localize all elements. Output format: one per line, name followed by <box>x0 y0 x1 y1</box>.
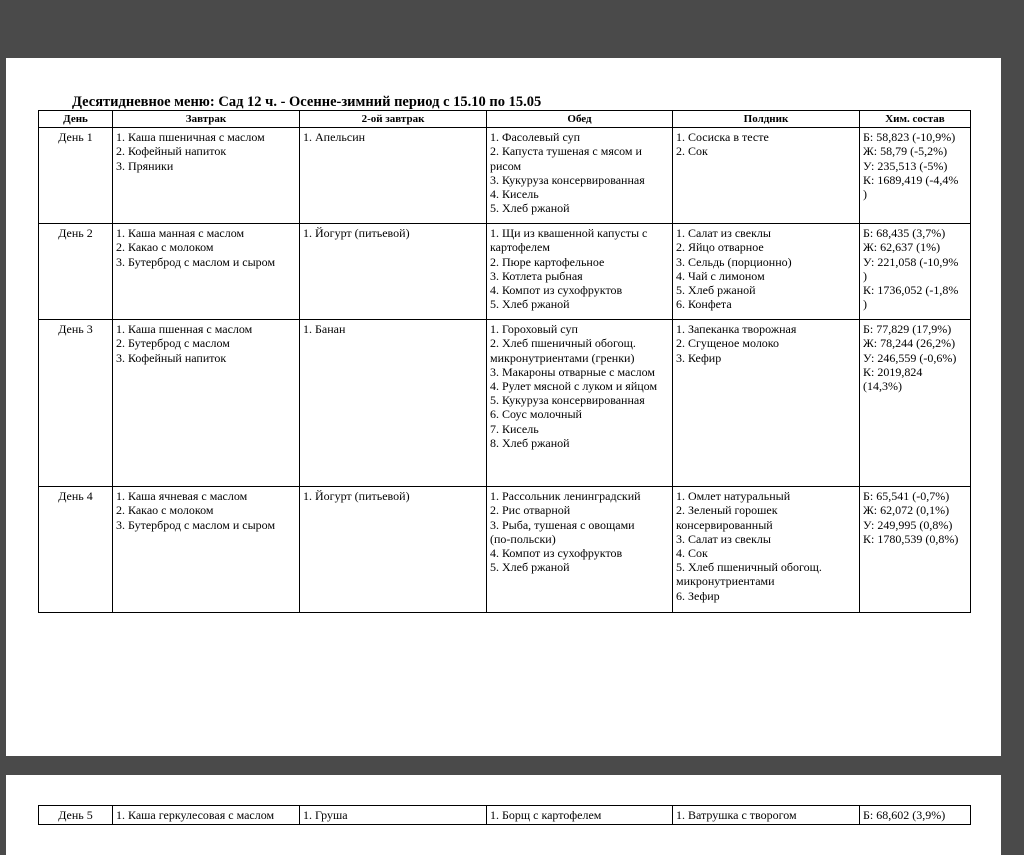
cell-line: 1. Гороховый суп <box>490 322 578 337</box>
cell-line: 4. Сок <box>676 546 708 561</box>
cell-line: 3. Котлета рыбная <box>490 268 583 283</box>
second-breakfast-cell <box>300 320 487 487</box>
cell-line: 6. Зефир <box>676 588 720 603</box>
menu-table <box>38 110 971 613</box>
snack-cell <box>673 487 860 613</box>
lunch-cell <box>487 128 673 224</box>
snack-cell <box>673 128 860 224</box>
document-page-2 <box>6 775 1001 855</box>
cell-line: 5. Хлеб ржаной <box>490 201 570 216</box>
cell-line: консервированный <box>676 517 773 532</box>
column-header: День <box>39 111 113 128</box>
cell-line: 3. Сельдь (порционно) <box>676 254 792 269</box>
lunch-cell <box>487 224 673 320</box>
cell-line: 1. Каша пшенная с маслом <box>116 322 253 337</box>
column-header: Полдник <box>673 111 860 128</box>
cell-line: 1. Борщ с картофелем <box>490 808 602 822</box>
cell-line: 1. Рассольник ленинградский <box>490 489 641 504</box>
snack-cell <box>673 806 860 825</box>
cell-line: 6. Конфета <box>676 297 732 312</box>
cell-line: 1. Щи из квашенной капусты с <box>490 226 648 241</box>
cell-line: 1. Фасолевый суп <box>490 130 581 145</box>
menu-table-continued <box>38 805 971 825</box>
cell-line: 4. Кисель <box>490 187 539 202</box>
chem-composition-cell <box>860 806 971 825</box>
column-header: Хим. состав <box>860 111 971 128</box>
cell-line: 1. Запеканка творожная <box>676 322 797 337</box>
cell-line: Б: 68,435 (3,7%) <box>863 226 946 241</box>
breakfast-cell <box>113 224 300 320</box>
second-breakfast-cell <box>300 128 487 224</box>
table-header-row <box>39 111 971 128</box>
cell-line: (по-польски) <box>490 531 556 546</box>
cell-line: 1. Салат из свеклы <box>676 226 771 241</box>
document-page-1 <box>6 58 1001 756</box>
cell-line: 4. Чай с лимоном <box>676 268 765 283</box>
cell-line: 2. Пюре картофельное <box>490 254 605 269</box>
cell-line: 3. Рыба, тушеная с овощами <box>490 517 635 532</box>
snack-cell <box>673 224 860 320</box>
second-breakfast-cell <box>300 806 487 825</box>
lunch-cell <box>487 806 673 825</box>
cell-line: 5. Хлеб ржаной <box>490 560 570 575</box>
cell-line: 5. Хлеб пшеничный обогощ. <box>676 560 822 575</box>
cell-line: Ж: 62,072 (0,1%) <box>863 503 950 518</box>
cell-line: К: 1780,539 (0,8%) <box>863 531 959 546</box>
cell-line: У: 249,995 (0,8%) <box>863 517 953 532</box>
day-cell: День 1 <box>39 128 113 224</box>
cell-line: 1. Каша пшеничная с маслом <box>116 130 265 145</box>
cell-line: 1. Каша манная с маслом <box>116 226 245 241</box>
cell-line: Б: 65,541 (-0,7%) <box>863 489 950 504</box>
cell-line: ) <box>863 187 867 202</box>
cell-line: К: 1689,419 (-4,4% <box>863 172 959 187</box>
cell-line: 3. Салат из свеклы <box>676 531 771 546</box>
day-cell: День 3 <box>39 320 113 487</box>
cell-line: 2. Сок <box>676 144 708 159</box>
column-header: Обед <box>487 111 673 128</box>
cell-line: 1. Йогурт (питьевой) <box>303 226 410 241</box>
cell-line: 1. Каша геркулесовая с маслом <box>116 808 275 822</box>
lunch-cell <box>487 320 673 487</box>
day-cell: День 5 <box>39 806 113 825</box>
cell-line: 3. Кукуруза консервированная <box>490 172 645 187</box>
cell-line: микронутриентами (гренки) <box>490 350 635 365</box>
cell-line: Ж: 62,637 (1%) <box>863 240 941 255</box>
cell-line: 1. Апельсин <box>303 130 366 145</box>
cell-line: 2. Какао с молоком <box>116 503 214 518</box>
cell-line: 1. Омлет натуральный <box>676 489 791 504</box>
breakfast-cell <box>113 487 300 613</box>
second-breakfast-cell <box>300 224 487 320</box>
cell-line: 4. Компот из сухофруктов <box>490 546 623 561</box>
cell-line: рисом <box>490 158 522 173</box>
cell-line: 5. Хлеб ржаной <box>490 297 570 312</box>
cell-line: 1. Ватрушка с творогом <box>676 808 797 822</box>
table-row <box>39 806 971 825</box>
chem-composition-cell <box>860 320 971 487</box>
table-row <box>39 128 971 224</box>
cell-line: 2. Зеленый горошек <box>676 503 778 518</box>
cell-line: картофелем <box>490 240 550 255</box>
breakfast-cell <box>113 806 300 825</box>
cell-line: 3. Кефир <box>676 350 722 365</box>
table-row <box>39 487 971 613</box>
cell-line: 8. Хлеб ржаной <box>490 435 570 450</box>
table-row <box>39 224 971 320</box>
cell-line: 1. Банан <box>303 322 346 337</box>
cell-line: Ж: 58,79 (-5,2%) <box>863 144 948 159</box>
lunch-cell <box>487 487 673 613</box>
cell-line: 3. Бутерброд с маслом и сыром <box>116 254 276 269</box>
cell-line: 2. Хлеб пшеничный обогощ. <box>490 336 636 351</box>
cell-line: 3. Кофейный напиток <box>116 350 227 365</box>
breakfast-cell <box>113 128 300 224</box>
cell-line: микронутриентами <box>676 574 775 589</box>
column-header: 2-ой завтрак <box>300 111 487 128</box>
table-row <box>39 320 971 487</box>
cell-line: К: 2019,824 <box>863 364 923 379</box>
second-breakfast-cell <box>300 487 487 613</box>
day-cell: День 4 <box>39 487 113 613</box>
breakfast-cell <box>113 320 300 487</box>
cell-line: ) <box>863 297 867 312</box>
chem-composition-cell <box>860 128 971 224</box>
cell-line: Б: 58,823 (-10,9%) <box>863 130 956 145</box>
cell-line: 1. Груша <box>303 808 348 822</box>
cell-line: У: 221,058 (-10,9% <box>863 254 959 269</box>
cell-line: 6. Соус молочный <box>490 407 582 422</box>
cell-line: 7. Кисель <box>490 421 539 436</box>
chem-composition-cell <box>860 224 971 320</box>
cell-line: 2. Рис отварной <box>490 503 571 518</box>
cell-line: 2. Какао с молоком <box>116 240 214 255</box>
cell-line: (14,3%) <box>863 379 902 394</box>
cell-line: У: 235,513 (-5%) <box>863 158 948 173</box>
cell-line: 1. Каша ячневая с маслом <box>116 489 248 504</box>
cell-line: 4. Рулет мясной с луком и яйцом <box>490 379 658 394</box>
cell-line: ) <box>863 268 867 283</box>
cell-line: Б: 68,602 (3,9%) <box>863 808 946 822</box>
cell-line: У: 246,559 (-0,6%) <box>863 350 957 365</box>
cell-line: 2. Яйцо отварное <box>676 240 764 255</box>
day-cell: День 2 <box>39 224 113 320</box>
cell-line: 3. Пряники <box>116 158 174 173</box>
cell-line: 1. Сосиска в тесте <box>676 130 769 145</box>
column-header: Завтрак <box>113 111 300 128</box>
chem-composition-cell <box>860 487 971 613</box>
cell-line: 2. Бутерброд с маслом <box>116 336 230 351</box>
cell-line: 2. Кофейный напиток <box>116 144 227 159</box>
page-title: Десятидневное меню: Сад 12 ч. - Осенне-зимний период с 15.10 по 15.05 <box>72 94 542 110</box>
cell-line: Ж: 78,244 (26,2%) <box>863 336 956 351</box>
cell-line: К: 1736,052 (-1,8% <box>863 283 959 298</box>
cell-line: 3. Бутерброд с маслом и сыром <box>116 517 276 532</box>
cell-line: 3. Макароны отварные с маслом <box>490 364 656 379</box>
cell-line: 1. Йогурт (питьевой) <box>303 489 410 504</box>
cell-line: 2. Капуста тушеная с мясом и <box>490 144 642 159</box>
cell-line: 4. Компот из сухофруктов <box>490 283 623 298</box>
cell-line: 2. Сгущеное молоко <box>676 336 780 351</box>
cell-line: Б: 77,829 (17,9%) <box>863 322 952 337</box>
cell-line: 5. Хлеб ржаной <box>676 283 756 298</box>
cell-line: 5. Кукуруза консервированная <box>490 393 645 408</box>
snack-cell <box>673 320 860 487</box>
